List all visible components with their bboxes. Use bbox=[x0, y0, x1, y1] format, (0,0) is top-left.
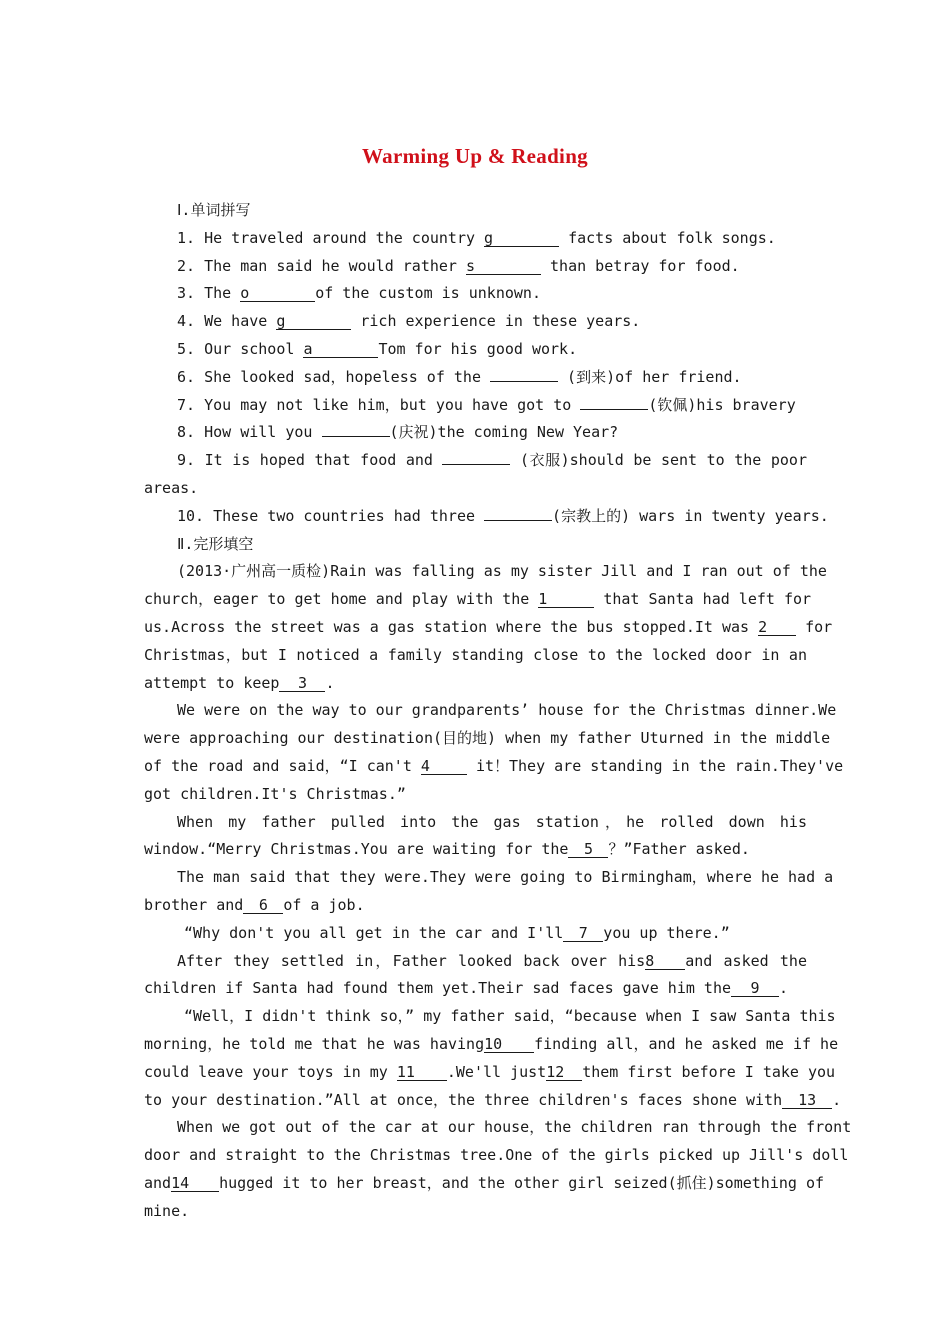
cloze-line: window.“Merry Christmas.You are waiting for the 5 ？”Father asked. bbox=[144, 840, 750, 859]
cloze-line: attempt to keep 3 . bbox=[144, 673, 335, 692]
answer-blank[interactable] bbox=[580, 409, 648, 410]
cloze-line: children if Santa had found them yet.Their sad faces gave him the 9 . bbox=[144, 979, 789, 998]
spelling-item-1: 1. He traveled around the country g facts about folk songs. bbox=[177, 228, 776, 247]
cloze-line: door and straight to the Christmas tree.One of the girls picked up Jill's doll bbox=[144, 1146, 849, 1165]
cloze-blank-11[interactable]: 11 bbox=[397, 1065, 447, 1081]
cloze-blank-8[interactable]: 8 bbox=[645, 954, 685, 970]
answer-blank[interactable]: g bbox=[276, 314, 351, 330]
cloze-blank-2[interactable]: 2 bbox=[758, 620, 796, 636]
cloze-blank-5[interactable]: 5 bbox=[568, 842, 608, 858]
cloze-blank-3[interactable]: 3 bbox=[279, 676, 325, 692]
cloze-line: to your destination.”All at once，the three children's faces shone with 13 . bbox=[144, 1090, 842, 1109]
cloze-line: The man said that they were.They were going to Birmingham，where he had a bbox=[177, 868, 834, 887]
cloze-line: us.Across the street was a gas station where the bus stopped.It was 2 for bbox=[144, 617, 833, 636]
cloze-blank-1[interactable]: 1 bbox=[538, 592, 594, 608]
spelling-item-9-continued: areas. bbox=[144, 478, 199, 497]
cloze-blank-12[interactable]: 12 bbox=[546, 1065, 582, 1081]
cloze-line: church，eager to get home and play with the 1 that Santa had left for bbox=[144, 590, 812, 609]
answer-blank[interactable]: o bbox=[240, 286, 315, 302]
cloze-line: of the road and said，“I can't 4 it！They are standing in the rain.They've bbox=[144, 756, 844, 775]
answer-blank[interactable] bbox=[484, 520, 552, 521]
spelling-item-8: 8. How will you (庆祝)the coming New Year? bbox=[177, 423, 619, 442]
cloze-blank-9[interactable]: 9 bbox=[731, 981, 779, 997]
answer-blank[interactable] bbox=[490, 381, 558, 382]
spelling-item-2: 2. The man said he would rather s than betray for food. bbox=[177, 256, 740, 275]
spelling-item-5: 5. Our school a Tom for his good work. bbox=[177, 339, 578, 358]
cloze-line: and14 hugged it to her breast，and the other girl seized(抓住)something of bbox=[144, 1173, 825, 1192]
cloze-line: We were on the way to our grandparents’ house for the Christmas dinner.We bbox=[177, 701, 837, 720]
spelling-item-6: 6. She looked sad，hopeless of the (到来)of her friend. bbox=[177, 367, 742, 386]
answer-blank[interactable]: a bbox=[303, 342, 378, 358]
cloze-blank-14[interactable]: 14 bbox=[171, 1176, 219, 1192]
cloze-blank-7[interactable]: 7 bbox=[563, 926, 603, 942]
cloze-line: were approaching our destination(目的地) when my father Uturned in the middle bbox=[144, 729, 831, 748]
section-heading-spelling: Ⅰ.单词拼写 bbox=[177, 201, 251, 219]
cloze-line: When my father pulled into the gas station，he rolled down his bbox=[177, 812, 807, 831]
spelling-item-4: 4. We have g rich experience in these years. bbox=[177, 312, 641, 331]
cloze-line: “Why don't you all get in the car and I'll 7 you up there.” bbox=[184, 923, 730, 942]
cloze-line: could leave your toys in my 11 .We'll just12 them first before I take you bbox=[144, 1062, 836, 1081]
exercise-content bbox=[144, 197, 852, 1225]
spelling-item-3: 3. The o of the custom is unknown. bbox=[177, 284, 541, 303]
cloze-blank-6[interactable]: 6 bbox=[243, 898, 283, 914]
cloze-line: morning，he told me that he was having10 finding all，and he asked me if he bbox=[144, 1034, 839, 1053]
answer-blank[interactable]: g bbox=[484, 231, 559, 247]
cloze-blank-4[interactable]: 4 bbox=[421, 759, 467, 775]
cloze-line: Christmas，but I noticed a family standing close to the locked door in an bbox=[144, 645, 807, 664]
spelling-item-7: 7. You may not like him，but you have got to (钦佩)his bravery bbox=[177, 395, 796, 414]
spelling-item-10: 10. These two countries had three (宗教上的) wars in twenty years. bbox=[177, 506, 829, 525]
page-title: Warming Up & Reading bbox=[362, 144, 588, 168]
cloze-line: brother and 6 of a job. bbox=[144, 895, 365, 914]
cloze-blank-13[interactable]: 13 bbox=[782, 1093, 832, 1109]
cloze-blank-10[interactable]: 10 bbox=[484, 1037, 534, 1053]
cloze-line: got children.It's Christmas.” bbox=[144, 784, 406, 803]
answer-blank[interactable] bbox=[442, 464, 510, 465]
answer-blank[interactable]: s bbox=[466, 259, 541, 275]
cloze-line: When we got out of the car at our house，the children ran through the front bbox=[177, 1118, 852, 1137]
cloze-line: After they settled in，Father looked back over his8 and asked the bbox=[177, 951, 807, 970]
answer-blank[interactable] bbox=[322, 436, 390, 437]
cloze-line: “Well，I didn't think so，” my father said，“because when I saw Santa this bbox=[184, 1007, 836, 1026]
spelling-item-9: 9. It is hoped that food and (衣服)should be sent to the poor bbox=[177, 451, 807, 470]
cloze-line: (2013·广州高一质检)Rain was falling as my sister Jill and I ran out of the bbox=[177, 562, 827, 581]
section-heading-cloze: Ⅱ.完形填空 bbox=[177, 534, 254, 553]
cloze-line: mine. bbox=[144, 1201, 190, 1220]
